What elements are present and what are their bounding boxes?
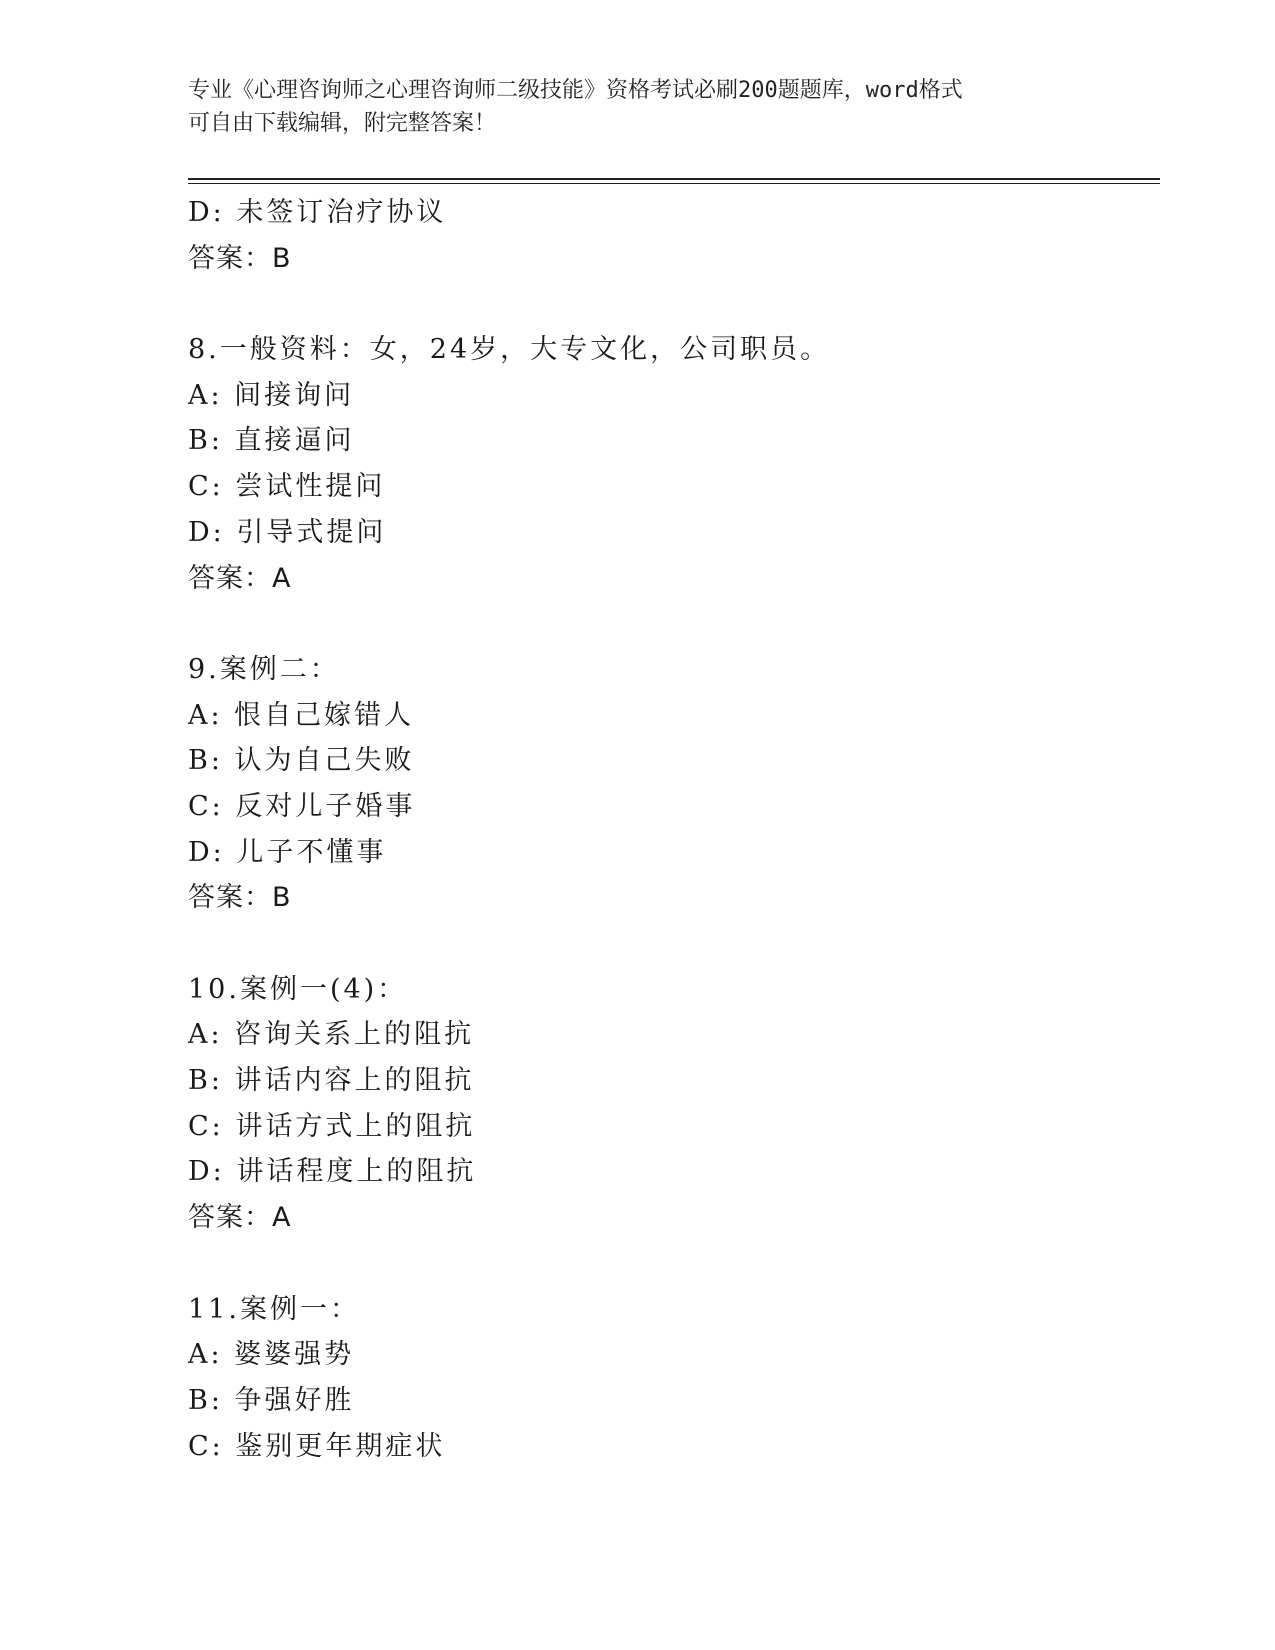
option-item: A: 咨询关系上的阻抗 — [188, 1019, 475, 1051]
question-block — [188, 967, 1168, 1241]
question-block — [188, 647, 1168, 921]
option-item: B: 直接逼问 — [188, 425, 355, 457]
question-block — [188, 327, 1168, 601]
answer-line: 答案：A — [188, 562, 292, 594]
option-item: A: 间接询问 — [188, 379, 355, 411]
header-line-2: 可自由下载编辑，附完整答案！ — [188, 111, 497, 136]
question-title: 11.案例一： — [188, 1293, 360, 1325]
document-header — [188, 74, 1088, 140]
question-block — [188, 1287, 1168, 1470]
option-item: D: 儿子不懂事 — [188, 836, 387, 868]
option-item: C: 反对儿子婚事 — [188, 790, 416, 822]
option-item: A: 恨自己嫁错人 — [188, 699, 415, 731]
question-list — [188, 190, 1168, 1469]
answer-line: 答案：B — [188, 882, 292, 914]
header-divider-thin — [188, 183, 1160, 184]
option-item: B: 讲话内容上的阻抗 — [188, 1065, 475, 1097]
question-title: 10.案例一(4)： — [188, 973, 408, 1005]
option-item: A: 婆婆强势 — [188, 1339, 355, 1371]
option-item: D: 引导式提问 — [188, 516, 387, 548]
question-block — [188, 190, 1168, 281]
option-item: B: 认为自己失败 — [188, 745, 415, 777]
option-item: C: 尝试性提问 — [188, 471, 386, 503]
header-line-1: 专业《心理咨询师之心理咨询师二级技能》资格考试必刷200题题库，word格式 — [188, 78, 963, 103]
question-title: 9.案例二： — [188, 653, 340, 685]
answer-line: 答案：A — [188, 1202, 292, 1234]
question-title: 8.一般资料：女，24岁，大专文化，公司职员。 — [188, 334, 831, 366]
header-divider-thick — [188, 178, 1160, 180]
answer-line: 答案：B — [188, 242, 292, 274]
option-item: C: 鉴别更年期症状 — [188, 1430, 446, 1462]
option-item: D: 讲话程度上的阻抗 — [188, 1156, 477, 1188]
option-item: D: 未签订治疗协议 — [188, 197, 447, 228]
option-item: C: 讲话方式上的阻抗 — [188, 1110, 476, 1142]
option-item: B: 争强好胜 — [188, 1384, 355, 1416]
